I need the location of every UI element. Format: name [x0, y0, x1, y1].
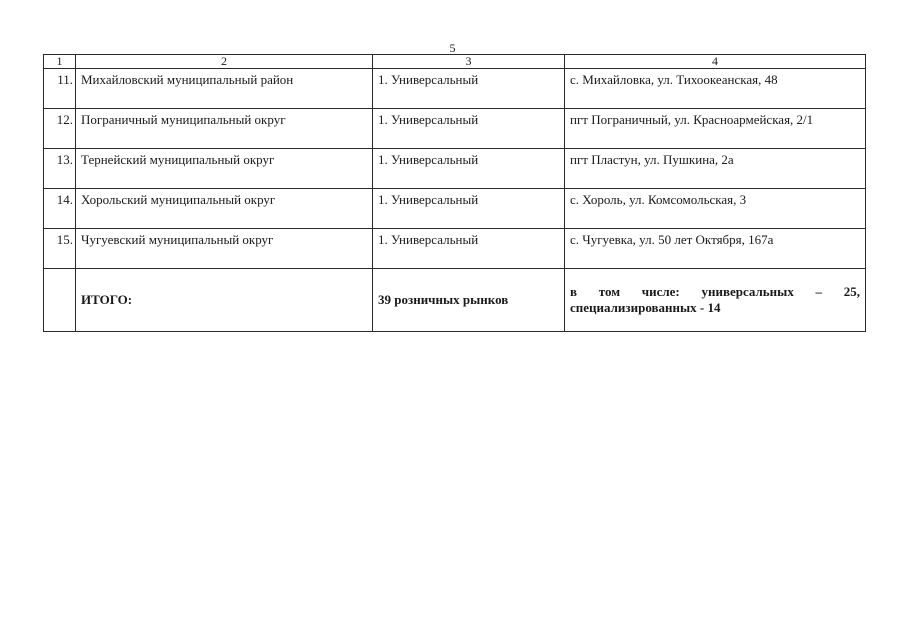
row-number: 11. [44, 69, 76, 109]
table-row [44, 189, 866, 229]
markets-table [43, 54, 866, 332]
market-type: 1. Универсальный [373, 69, 565, 109]
row-number: 15. [44, 229, 76, 269]
market-address: пгт Пластун, ул. Пушкина, 2а [565, 149, 866, 189]
market-address: с. Хороль, ул. Комсомольская, 3 [565, 189, 866, 229]
total-label: ИТОГО: [76, 269, 373, 332]
column-header-2: 2 [76, 55, 373, 69]
district-name: Тернейский муниципальный округ [76, 149, 373, 189]
table-row [44, 109, 866, 149]
row-number: 12. [44, 109, 76, 149]
row-number: 13. [44, 149, 76, 189]
total-breakdown: в том числе: универсальных – 25, специализированных - 14 [565, 269, 866, 332]
table-header-row [44, 55, 866, 69]
total-count: 39 розничных рынков [373, 269, 565, 332]
table-row [44, 229, 866, 269]
page-number: 5 [449, 41, 456, 55]
district-name: Михайловский муниципальный район [76, 69, 373, 109]
table-row [44, 149, 866, 189]
market-address: с. Чугуевка, ул. 50 лет Октября, 167а [565, 229, 866, 269]
district-name: Чугуевский муниципальный округ [76, 229, 373, 269]
column-header-4: 4 [565, 55, 866, 69]
column-header-1: 1 [44, 55, 76, 69]
row-number: 14. [44, 189, 76, 229]
market-type: 1. Универсальный [373, 109, 565, 149]
market-address: с. Михайловка, ул. Тихоокеанская, 48 [565, 69, 866, 109]
district-name: Хорольский муниципальный округ [76, 189, 373, 229]
table-row [44, 69, 866, 109]
market-type: 1. Универсальный [373, 189, 565, 229]
column-header-3: 3 [373, 55, 565, 69]
total-row [44, 269, 866, 332]
market-address: пгт Пограничный, ул. Красноармейская, 2/1 [565, 109, 866, 149]
market-type: 1. Универсальный [373, 229, 565, 269]
market-type: 1. Универсальный [373, 149, 565, 189]
total-number-cell [44, 269, 76, 332]
district-name: Пограничный муниципальный округ [76, 109, 373, 149]
